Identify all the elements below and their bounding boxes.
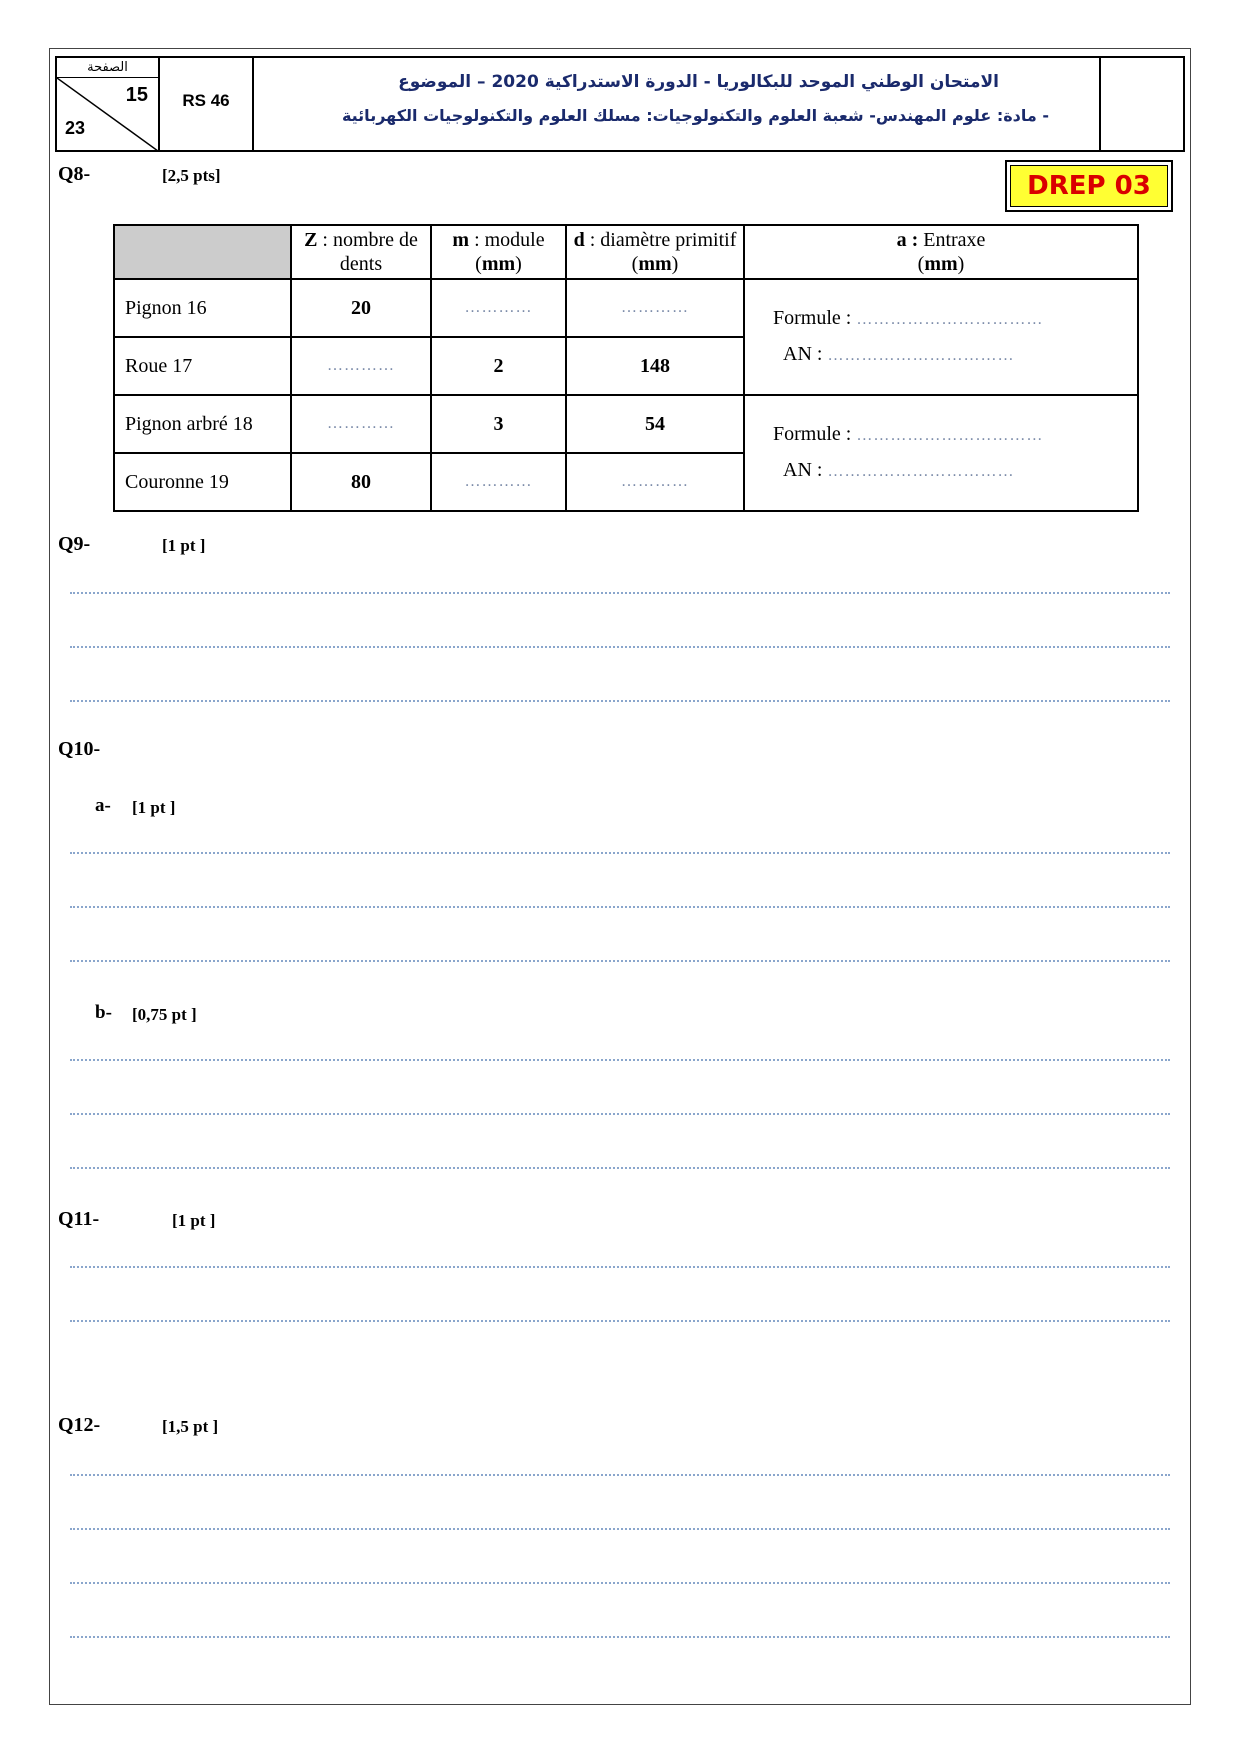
empty-box: [1101, 58, 1182, 150]
q10b-answer-lines[interactable]: [70, 1059, 1170, 1221]
q12-answer-lines[interactable]: [70, 1474, 1170, 1690]
table-row: [114, 279, 1138, 337]
z-answer[interactable]: …………: [291, 395, 431, 453]
z-value: 20: [291, 279, 431, 337]
m-value: 2: [431, 337, 566, 395]
page-total: 23: [65, 118, 86, 138]
d-value: 54: [566, 395, 744, 453]
row-name: Pignon arbré 18: [114, 395, 291, 453]
page-label: الصفحة: [57, 58, 158, 78]
gear-table: [113, 224, 1139, 512]
q10b-label: b-: [95, 1002, 112, 1023]
q12-points: [1,5 pt ]: [162, 1417, 219, 1436]
q12-label: Q12-: [58, 1414, 101, 1436]
z-value: 80: [291, 453, 431, 511]
drep-label: DREP 03: [1010, 165, 1168, 207]
m-answer[interactable]: …………: [431, 279, 566, 337]
q8-points: [2,5 pts]: [162, 166, 221, 185]
d-header: d : diamètre primitif (mm): [566, 225, 744, 279]
d-answer[interactable]: …………: [566, 453, 744, 511]
q9-answer-lines[interactable]: [70, 592, 1170, 754]
q11-points: [1 pt ]: [172, 1211, 216, 1230]
q10a-answer-lines[interactable]: [70, 852, 1170, 1014]
page-number-box: [57, 58, 160, 150]
gear-table-header: [114, 225, 1138, 279]
a-header: a : Entraxe (mm): [744, 225, 1138, 279]
m-value: 3: [431, 395, 566, 453]
q8-label: Q8-: [58, 163, 91, 185]
exam-subject: - مادة: علوم المهندس- شعبة العلوم والتكنولوجيات: مسلك العلوم والتكنولوجيات الكهربائية: [341, 106, 1049, 125]
exam-header: [55, 56, 1185, 152]
table-row: [114, 395, 1138, 453]
exam-code-box: [160, 58, 254, 150]
m-answer[interactable]: …………: [431, 453, 566, 511]
exam-code: RS 46: [182, 91, 230, 110]
d-answer[interactable]: …………: [566, 279, 744, 337]
an-label: AN :: [783, 343, 823, 365]
q11-answer-lines[interactable]: [70, 1266, 1170, 1374]
q9-label: Q9-: [58, 533, 91, 555]
q11-label: Q11-: [58, 1208, 100, 1230]
z-answer[interactable]: …………: [291, 337, 431, 395]
entraxe-answer-1[interactable]: Formule : …………………………… AN : ……………………………: [744, 279, 1138, 395]
entraxe-answer-2[interactable]: Formule : …………………………… AN : ……………………………: [744, 395, 1138, 511]
exam-title: الامتحان الوطني الموحد للبكالوريا - الدورة الاستدراكية 2020 – الموضوع: [398, 72, 999, 92]
row-name: Pignon 16: [114, 279, 291, 337]
row-name: Roue 17: [114, 337, 291, 395]
q10a-points: [1 pt ]: [132, 798, 176, 817]
q10b-points: [0,75 pt ]: [132, 1005, 197, 1024]
formule-label: Formule :: [773, 307, 852, 329]
corner-cell: [114, 225, 291, 279]
page-number: 15: [125, 84, 148, 106]
z-header: Z : nombre de dents: [291, 225, 431, 279]
row-name: Couronne 19: [114, 453, 291, 511]
q10-label: Q10-: [58, 738, 101, 760]
formule-label: Formule :: [773, 423, 852, 445]
m-header: m : module (mm): [431, 225, 566, 279]
an-label: AN :: [783, 459, 823, 481]
drep-badge: [1005, 160, 1173, 212]
q10a-label: a-: [95, 795, 111, 816]
q9-points: [1 pt ]: [162, 536, 206, 555]
exam-title-box: [254, 58, 1101, 150]
d-value: 148: [566, 337, 744, 395]
